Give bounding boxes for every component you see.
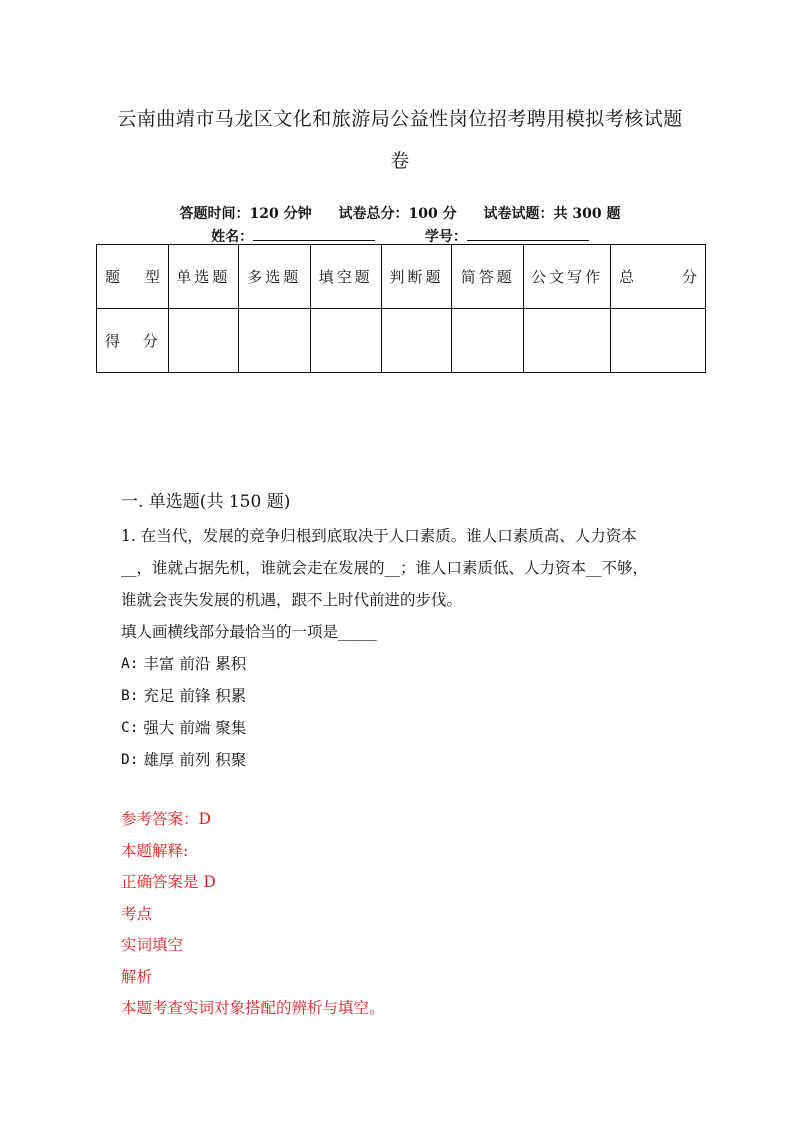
id-label: 学号： — [424, 229, 467, 245]
exam-meta-info — [0, 203, 800, 223]
option-c[interactable]: C: 强大 前端 聚集 — [121, 719, 247, 737]
question-text-line: 谁就会丧失发展的机遇，跟不上时代前进的步伐。 — [121, 591, 463, 609]
table-row-scores — [97, 309, 706, 373]
answer-block — [121, 804, 385, 1025]
score-cell[interactable] — [310, 309, 381, 373]
col-short-answer: 简答题 — [452, 245, 524, 309]
row-label-type: 题 型 — [97, 245, 169, 309]
key-point-label: 考点 — [121, 904, 153, 923]
score-cell[interactable] — [524, 309, 611, 373]
question-1 — [121, 520, 681, 776]
score-cell[interactable] — [452, 309, 524, 373]
row-label-score: 得 分 — [97, 309, 169, 373]
section-heading: 一. 单选题(共 150 题) — [121, 492, 291, 512]
score-cell[interactable] — [238, 309, 310, 373]
col-multi-choice: 多选题 — [238, 245, 310, 309]
col-single-choice: 单选题 — [168, 245, 238, 309]
explanation-label: 本题解释: — [121, 841, 189, 860]
exam-time: 答题时间：120 分钟 — [179, 206, 312, 222]
correct-answer: 正确答案是 D — [121, 873, 216, 891]
exam-total-score: 试卷总分：100 分 — [338, 206, 457, 222]
exam-total-questions: 试卷试题：共 300 题 — [483, 206, 621, 222]
question-prompt: 填人画横线部分最恰当的一项是_____ — [121, 623, 377, 641]
score-cell[interactable] — [381, 309, 452, 373]
id-blank — [467, 228, 589, 241]
question-text-line: 1. 在当代，发展的竞争归根到底取决于人口素质。谁人口素质高、人力资本 — [121, 527, 637, 545]
key-point: 实词填空 — [121, 936, 184, 954]
reference-answer: 参考答案：D — [121, 810, 211, 828]
table-row-types — [97, 245, 706, 309]
score-table — [96, 244, 706, 373]
name-label: 姓名： — [211, 229, 254, 245]
score-cell[interactable] — [168, 309, 238, 373]
option-b[interactable]: B: 充足 前锋 积累 — [121, 687, 247, 705]
col-document-writing: 公文写作 — [524, 245, 611, 309]
exam-title-line1: 云南曲靖市马龙区文化和旅游局公益性岗位招考聘用模拟考核试题 — [117, 108, 683, 130]
option-d[interactable]: D: 雄厚 前列 积聚 — [121, 751, 247, 769]
col-true-false: 判断题 — [381, 245, 452, 309]
option-a[interactable]: A: 丰富 前沿 累积 — [121, 655, 247, 673]
analysis-text: 本题考查实词对象搭配的辨析与填空。 — [121, 999, 385, 1017]
name-blank — [253, 228, 375, 241]
analysis-label: 解析 — [121, 967, 153, 986]
question-text-line: __，谁就占据先机，谁就会走在发展的__；谁人口素质低、人力资本__不够， — [121, 559, 649, 577]
score-cell[interactable] — [611, 309, 706, 373]
col-total: 总 分 — [611, 245, 706, 309]
exam-title-line2: 卷 — [390, 150, 410, 172]
exam-student-info — [0, 226, 800, 246]
col-fill-blank: 填空题 — [310, 245, 381, 309]
